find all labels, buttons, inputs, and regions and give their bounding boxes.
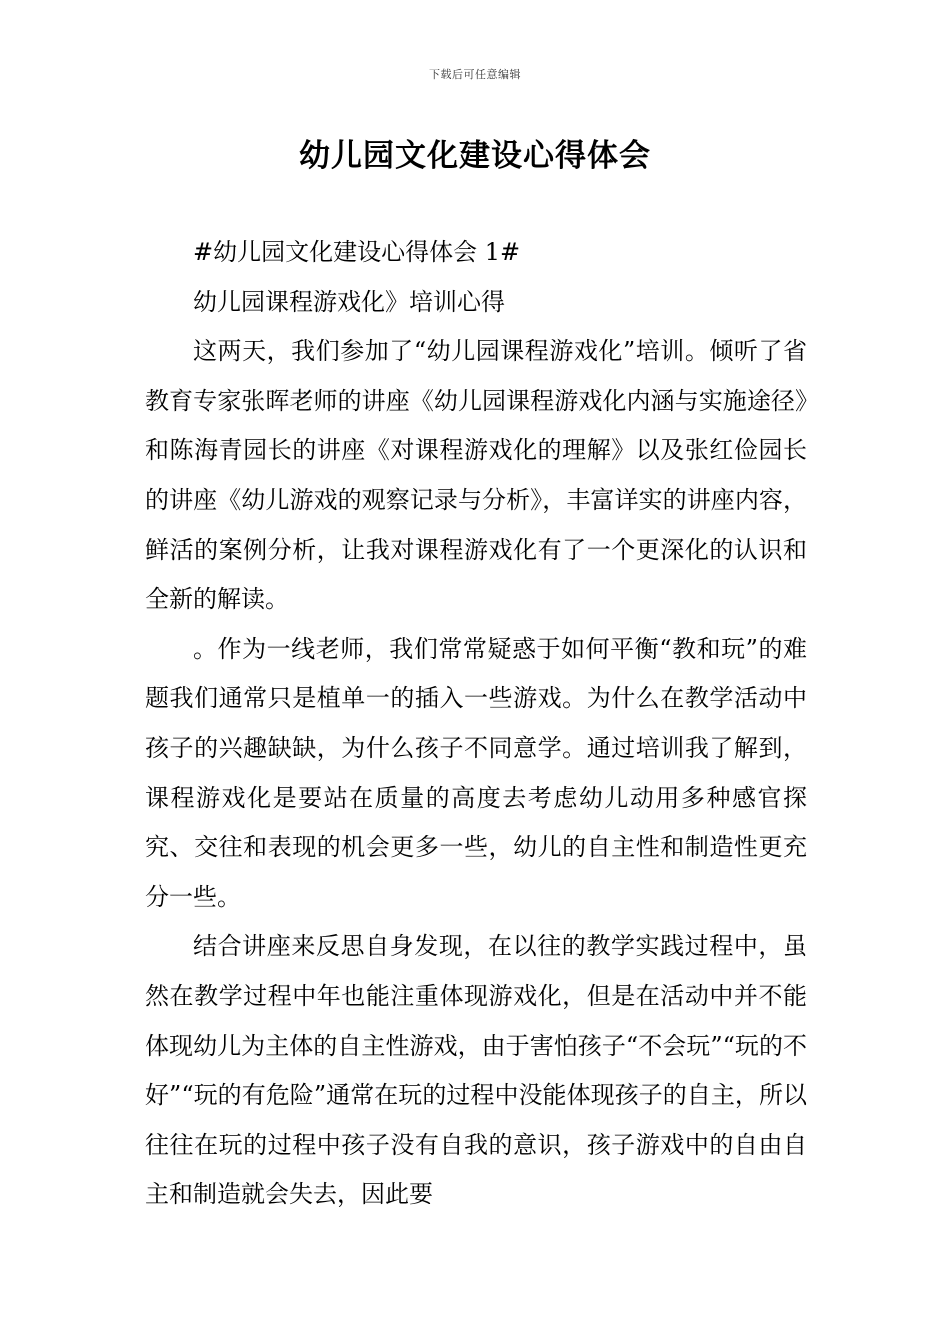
- document-title: 幼儿园文化建设心得体会: [299, 138, 651, 174]
- paragraph-1: 这两天，我们参加了“幼儿园课程游戏化”培训。倾听了省教育专家张晖老师的讲座《幼儿园课程游戏化内涵与实施途径》和陈海青园长的讲座《对课程游戏化的理解》以及张红俭园长的讲座《幼儿游戏的观察记录与分析》，丰富详实的讲座内容，鲜活的案例分析，让我对课程游戏化有了一个更深化的认识和全新的解读。: [145, 337, 807, 614]
- paragraph-3: 结合讲座来反思自身发现，在以往的教学实践过程中，虽然在教学过程中年也能注重体现游戏化，但是在活动中并不能体现幼儿为主体的自主性游戏，由于害怕孩子“不会玩”“玩的不好”“玩的有危险”通常在玩的过程中没能体现孩子的自主，所以往往在玩的过程中孩子没有自我的意识，孩子游戏中的自由自主和制造就会失去，因此要: [145, 932, 807, 1209]
- header-note: 下载后可任意编辑: [429, 68, 521, 81]
- paragraph-2: 。作为一线老师，我们常常疑惑于如何平衡“教和玩”的难题我们通常只是植单一的插入一些游戏。为什么在教学活动中孩子的兴趣缺缺，为什么孩子不同意学。通过培训我了解到，课程游戏化是要站在质量的高度去考虑幼儿动用多种感官探究、交往和表现的机会更多一些，幼儿的自主性和制造性更充分一些。: [145, 634, 807, 911]
- subheading: 幼儿园课程游戏化》培训心得: [193, 287, 505, 316]
- document-body: [145, 228, 807, 1220]
- section-heading: #幼儿园文化建设心得体会 1#: [193, 238, 521, 266]
